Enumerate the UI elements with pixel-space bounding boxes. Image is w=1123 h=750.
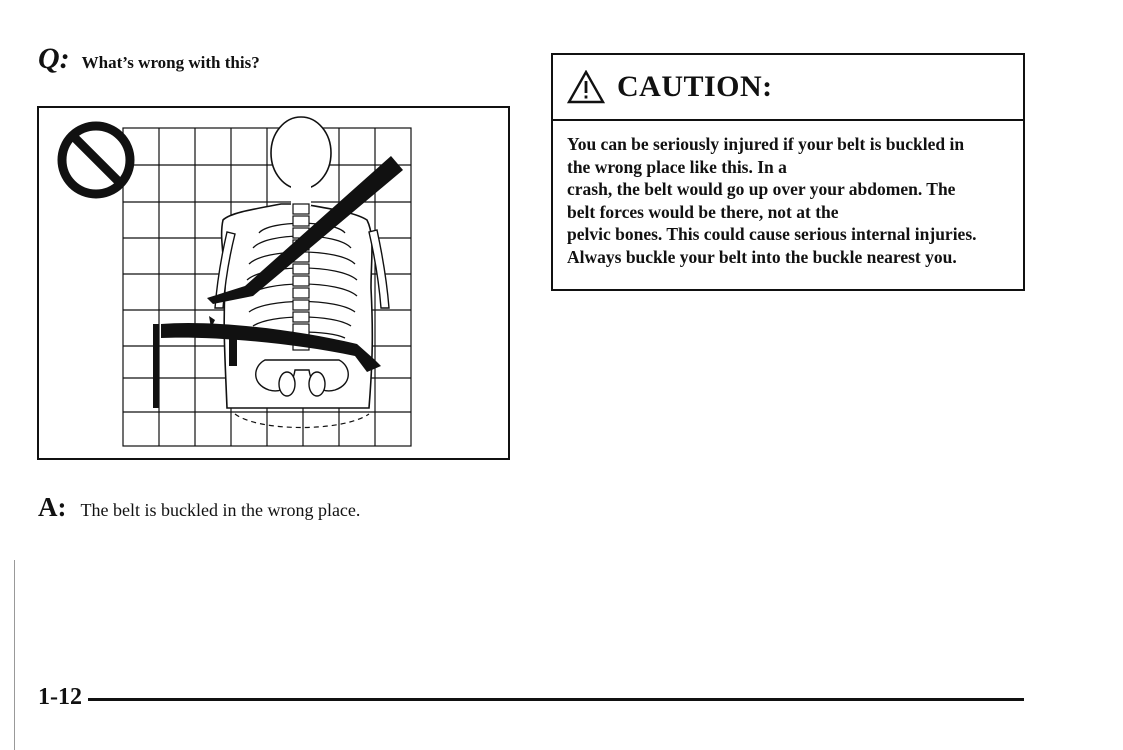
answer-text: The belt is buckled in the wrong place. (80, 500, 361, 520)
no-symbol-icon (62, 126, 130, 194)
question-row (38, 42, 260, 76)
caution-title: CAUTION: (617, 70, 773, 103)
question-label: Q: (38, 42, 70, 75)
caution-line: the wrong place like this. In a (567, 156, 787, 177)
page-number: 1-12 (38, 684, 82, 710)
caution-box (551, 53, 1025, 291)
caution-line: pelvic bones. This could cause serious internal injuries. (567, 224, 977, 245)
warning-triangle-icon (567, 70, 605, 104)
answer-row (38, 492, 360, 523)
caution-line: belt forces would be there, not at the (567, 201, 839, 222)
caution-text (553, 121, 1023, 269)
caution-line: crash, the belt would go up over your abdomen. The (567, 179, 956, 200)
skeleton-seatbelt-drawing (39, 108, 508, 458)
hip-outline (235, 414, 369, 428)
footer-rule (88, 698, 1024, 701)
caution-line: You can be seriously injured if your belt is buckled in (567, 134, 965, 154)
caution-header (553, 55, 1023, 121)
seatbelt-illustration (37, 106, 510, 460)
answer-label: A: (38, 492, 67, 522)
question-text: What’s wrong with this? (81, 53, 260, 72)
page-footer (38, 684, 1024, 711)
caution-line: Always buckle your belt into the buckle nearest you. (567, 246, 957, 267)
scan-margin-line (14, 560, 15, 750)
spine (293, 204, 309, 350)
